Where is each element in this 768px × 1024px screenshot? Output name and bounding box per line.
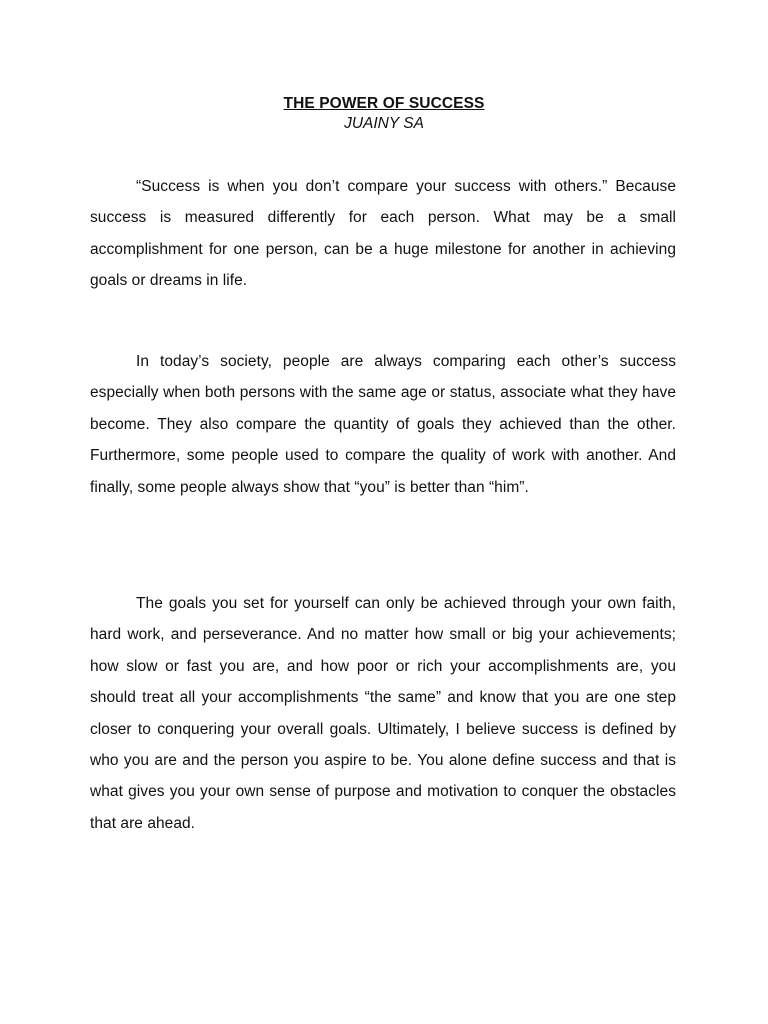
paragraph-2: In today’s society, people are always comparing each other’s success especially when both persons with the same age or status, associate what they have become. They also compare the quantity of goals they achieved than the other. Furthermore, some people used to compare the quality of work with another. And finally, some people always show that “you” is better than “him”.: [90, 353, 676, 496]
paragraph-3: The goals you set for yourself can only be achieved through your own faith, hard work, and perseverance. And no matter how small or big your achievements; how slow or fast you are, and how poor or rich your accomplishments are, you should treat all your accomplishments “the same” and know that you are one step closer to conquering your overall goals. Ultimately, I believe success is defined by who you are and the person you aspire to be. You alone define success and that is what gives you your own sense of purpose and motivation to conquer the obstacles that are ahead.: [90, 595, 676, 832]
document-header: [0, 94, 768, 134]
paragraph-1: “Success is when you don’t compare your success with others.” Because success is measured differently for each person. What may be a small accomplishment for one person, can be a huge milestone for another in achieving goals or dreams in life.: [90, 178, 676, 290]
document-author: JUAINY SA: [344, 115, 424, 132]
document-title: THE POWER OF SUCCESS: [283, 95, 485, 112]
